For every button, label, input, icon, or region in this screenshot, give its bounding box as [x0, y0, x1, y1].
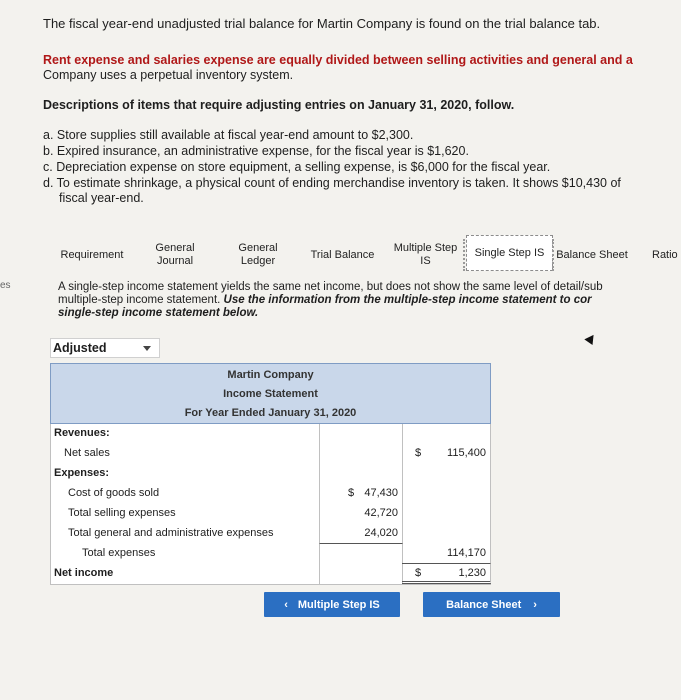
expenses-label: Expenses: — [54, 467, 110, 479]
statement-type-select[interactable] — [50, 338, 160, 358]
revenues-label: Revenues: — [54, 427, 110, 439]
tab-multiple-step-is[interactable] — [388, 229, 463, 281]
prev-multiple-step-is-button[interactable] — [264, 592, 400, 617]
cogs-input[interactable] — [319, 484, 403, 504]
statement-type-selected: Adjusted — [53, 341, 107, 355]
ga-expenses-value: 24,020 — [364, 527, 398, 539]
tab-general-journal-label: General Journal — [155, 242, 195, 267]
ga-expenses-input[interactable] — [319, 524, 403, 544]
total-expenses-label: Total expenses — [82, 547, 156, 559]
truncated-side-label: es — [0, 280, 11, 291]
prev-button-label: Multiple Step IS — [297, 598, 380, 611]
chevron-down-icon — [143, 346, 151, 351]
table-row — [50, 424, 491, 444]
tab-bar — [50, 229, 681, 281]
chevron-right-icon: › — [533, 598, 537, 611]
tab-general-ledger-label: General Ledger — [238, 242, 278, 267]
statement-header — [50, 363, 491, 424]
net-sales-value: 115,400 — [447, 447, 486, 459]
cogs-label: Cost of goods sold — [68, 487, 160, 499]
total-expenses-value: 114,170 — [447, 547, 486, 559]
table-row — [50, 524, 491, 544]
tab-trial-balance-label: Trial Balance — [310, 248, 375, 261]
intro-text: The fiscal year-end unadjusted trial balance for Martin Company is found on the trial balance tab. — [43, 16, 601, 31]
instructions-line-2: multiple-step income statement. Use the information from the multiple-step income statement to cor — [58, 294, 592, 306]
item-b: b. Expired insurance, an administrative expense, for the fiscal year is $1,620. — [43, 144, 469, 158]
tab-trial-balance[interactable] — [305, 229, 380, 281]
tab-ratio-label: Ratio — [652, 248, 678, 261]
tab-ratio[interactable] — [652, 229, 681, 281]
tab-general-journal[interactable] — [140, 229, 210, 281]
table-row — [50, 544, 491, 564]
item-a: a. Store supplies still available at fiscal year-end amount to $2,300. — [43, 128, 414, 142]
item-d-continued: fiscal year-end. — [59, 191, 144, 205]
item-d: d. To estimate shrinkage, a physical count of ending merchandise inventory is taken. It shows $10,430 of — [43, 176, 621, 190]
note-line-2: Company uses a perpetual inventory system. — [43, 68, 294, 82]
mouse-pointer-icon — [584, 332, 597, 345]
currency-symbol: $ — [415, 447, 422, 459]
selling-expenses-value: 42,720 — [364, 507, 398, 519]
total-expenses-input[interactable] — [402, 544, 491, 564]
instructions-line-1: A single-step income statement yields the same net income, but does not show the same level of detail/sub — [58, 281, 603, 293]
tab-balance-sheet[interactable] — [554, 229, 630, 281]
table-row — [50, 444, 491, 464]
next-button-label: Balance Sheet — [446, 598, 522, 611]
tab-single-step-is[interactable] — [466, 235, 553, 271]
chevron-left-icon: ‹ — [284, 598, 288, 611]
tab-multiple-step-is-label: Multiple Step IS — [393, 242, 458, 267]
item-c: c. Depreciation expense on store equipment, a selling expense, is $6,000 for the fiscal year. — [43, 160, 551, 174]
net-income-value: 1,230 — [458, 567, 486, 579]
income-statement — [50, 363, 491, 585]
statement-title: Income Statement — [223, 388, 318, 400]
tab-requirement[interactable] — [52, 229, 132, 281]
ga-expenses-label: Total general and administrative expenses — [68, 527, 274, 539]
table-row — [50, 464, 491, 484]
table-row — [50, 484, 491, 504]
cogs-value: 47,430 — [364, 487, 398, 499]
tab-requirement-label: Requirement — [60, 248, 124, 261]
company-name: Martin Company — [227, 369, 314, 381]
currency-symbol: $ — [348, 487, 355, 499]
table-row — [50, 564, 491, 584]
table-row — [50, 504, 491, 524]
net-sales-input[interactable] — [402, 444, 491, 464]
description-heading: Descriptions of items that require adjusting entries on January 31, 2020, follow. — [43, 98, 515, 112]
instructions — [58, 281, 603, 320]
instructions-line-3: single-step income statement below. — [58, 307, 259, 319]
tab-general-ledger[interactable] — [223, 229, 293, 281]
note-line-1: Rent expense and salaries expense are equally divided between selling activities and general and a — [43, 53, 633, 67]
tab-balance-sheet-label: Balance Sheet — [556, 248, 628, 261]
net-income-input[interactable] — [402, 564, 491, 584]
selling-expenses-label: Total selling expenses — [68, 507, 176, 519]
net-income-label: Net income — [54, 567, 114, 579]
net-sales-label: Net sales — [64, 447, 110, 459]
selling-expenses-input[interactable] — [319, 504, 403, 524]
statement-period: For Year Ended January 31, 2020 — [184, 407, 357, 419]
currency-symbol: $ — [415, 567, 422, 579]
tab-single-step-is-label: Single Step IS — [474, 246, 545, 259]
next-balance-sheet-button[interactable] — [423, 592, 560, 617]
